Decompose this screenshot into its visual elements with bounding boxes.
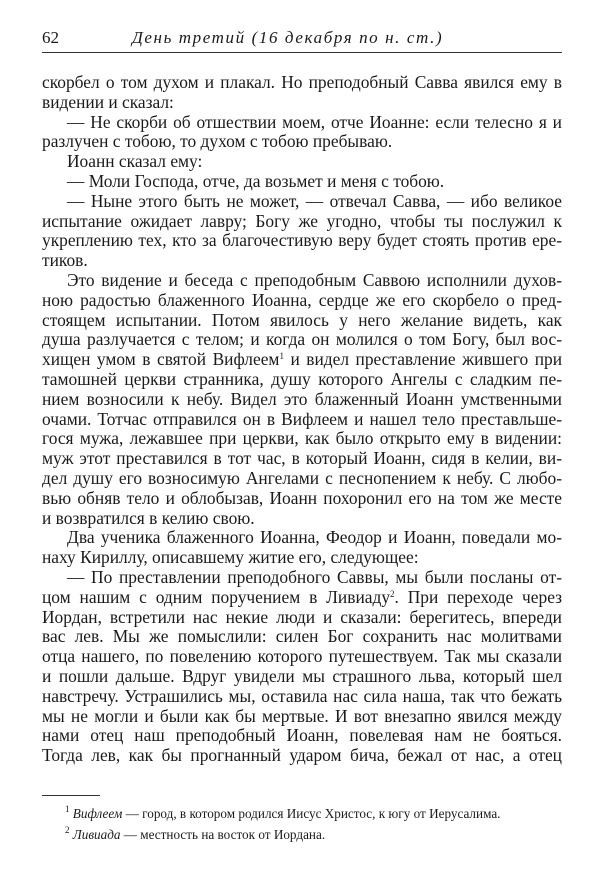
line-text: и пошли дальше. Вдруг увидели мы страшного льва, который шел [42,665,562,686]
line-text: вас лев. Мы же помыслили: силен Бог сохранить нас молитвами [42,626,562,647]
text-line [42,73,562,93]
text-line [42,548,562,568]
text-line [42,330,562,350]
footnote-number: 1 [65,804,70,814]
text-line [42,231,562,251]
text-line [42,746,562,766]
text-line [42,251,562,271]
text-line [42,311,562,331]
line-text: наху Кириллу, описавшему житие его, следующее: [42,547,419,568]
text-line [42,410,562,430]
text-line [42,113,562,133]
header-rule [42,52,562,53]
footnote-ref[interactable]: 1 [279,351,284,362]
line-text: скорбел о том духом и плакал. Но преподобный Савва явился ему в [42,72,562,92]
text-line [42,489,562,509]
footnote-ref[interactable]: 2 [390,588,395,599]
running-header [42,28,562,50]
text-line [42,350,562,370]
line-text: Это видение и беседа с преподобным Саввою исполнили духов- [67,269,562,290]
line-text: укреплению тех, кто за благочестивую веру будет стоять против ере- [42,230,562,251]
line-text: стоящем испытании. Потом явилось у него желание видеть, как [42,309,562,330]
text-line [42,429,562,449]
line-text: видении и сказал: [42,91,174,112]
line-text: навстречу. Устрашились мы, оставила нас сила наша, так что бежать [42,685,562,706]
text-line [42,627,562,647]
line-text: очами. Тотчас отправился он в Вифлеем и нашел тело преставльше- [42,408,562,429]
text-line [42,667,562,687]
text-line [42,93,562,113]
text-line [42,528,562,548]
text-line [42,271,562,291]
body-text [42,73,562,766]
line-text: душа разлучается с телом; и когда он молился о том Богу, был вос- [42,329,562,350]
footnote [42,824,562,845]
text-line [42,647,562,667]
text-line [42,132,562,152]
text-line [42,212,562,232]
text-line [42,291,562,311]
line-text: нием возносили к небу. Видел это блаженный Иоанн умственными [42,388,562,409]
text-line [42,509,562,529]
text-line [42,726,562,746]
text-line [42,568,562,588]
line-text: нами отец наш преподобный Иоанн, повелевая нам не бояться. [42,725,562,746]
footnote-number: 2 [65,825,70,835]
line-text: и возвратился в келию свою. [42,507,255,528]
text-line [42,370,562,390]
text-line [42,152,562,172]
line-text: хищен умом в святой Вифлеем [42,349,280,370]
text-line [42,707,562,727]
line-text: гося мужа, лежавшее при церкви, как было открыто ему в видении: [42,428,562,449]
footnote-term: Ливиада [72,827,121,842]
text-line [42,687,562,707]
line-text: вью обняв тело и облобызав, Иоанн похоронил его на том же месте [42,487,562,508]
line-text: и видел преставление жившего при [283,349,562,370]
text-line [42,449,562,469]
footnote-rule [42,795,100,796]
line-text: — Ныне этого быть не может, — отвечал Савва, — ибо великое [67,190,562,211]
text-line [42,469,562,489]
line-text: Два ученика блаженного Иоанна, Феодор и Иоанн, поведали мо- [67,527,562,548]
text-line [42,588,562,608]
line-text: Иоанн сказал ему: [67,151,203,172]
line-text: — По преставлении преподобного Саввы, мы были посланы от- [67,566,562,587]
text-line [42,192,562,212]
line-text: муж этот преставился в тот час, в который Иоанн, сидя в келии, ви- [42,448,562,469]
footnote-term: Вифлеем [72,806,123,821]
line-text: ною радостью блаженного Иоанна, сердце же его скорбело о пред- [42,289,562,310]
line-text: тамошней церкви странника, душу которого Ангелы с сладким пе- [42,368,562,389]
line-text: . При переходе через [394,586,562,607]
line-text: Тогда лев, как бы прогнанный ударом бича, бежал от нас, а отец [42,745,562,766]
line-text: отца нашего, по повелению которого путешествуем. Так мы сказали [42,646,562,667]
line-text: — Не скорби об отшествии моем, отче Иоанне: если телесно я и [67,111,562,132]
footnote-text: — город, в котором родился Иисус Христос, к югу от Иерусалима. [122,806,501,821]
line-text: мы не могли и были как бы мертвые. И вот внезапно явился между [42,705,562,726]
line-text: цом нашим с одним поручением в Ливиаду [42,586,391,607]
running-title: День третий (16 декабря по н. ст.) [132,28,444,47]
footnote-text: — местность на восток от Иордана. [120,827,326,842]
text-line [42,390,562,410]
text-line [42,608,562,628]
footnotes [42,803,562,845]
page-number: 62 [42,28,59,47]
line-text: тиков. [42,250,88,271]
line-text: испытание ожидает лавру; Богу же угодно, чтобы ты послужил к [42,210,562,231]
text-line [42,172,562,192]
line-text: — Моли Господа, отче, да возьмет и меня с тобою. [67,170,445,191]
line-text: разлучен с тобою, то духом с тобою пребываю. [42,131,393,152]
line-text: дел душу его возносимую Ангелами с песнопением к небу. С любо- [42,467,562,488]
footnote [42,803,562,824]
line-text: Иордан, встретили нас некие люди и сказали: берегитесь, впереди [42,606,562,627]
